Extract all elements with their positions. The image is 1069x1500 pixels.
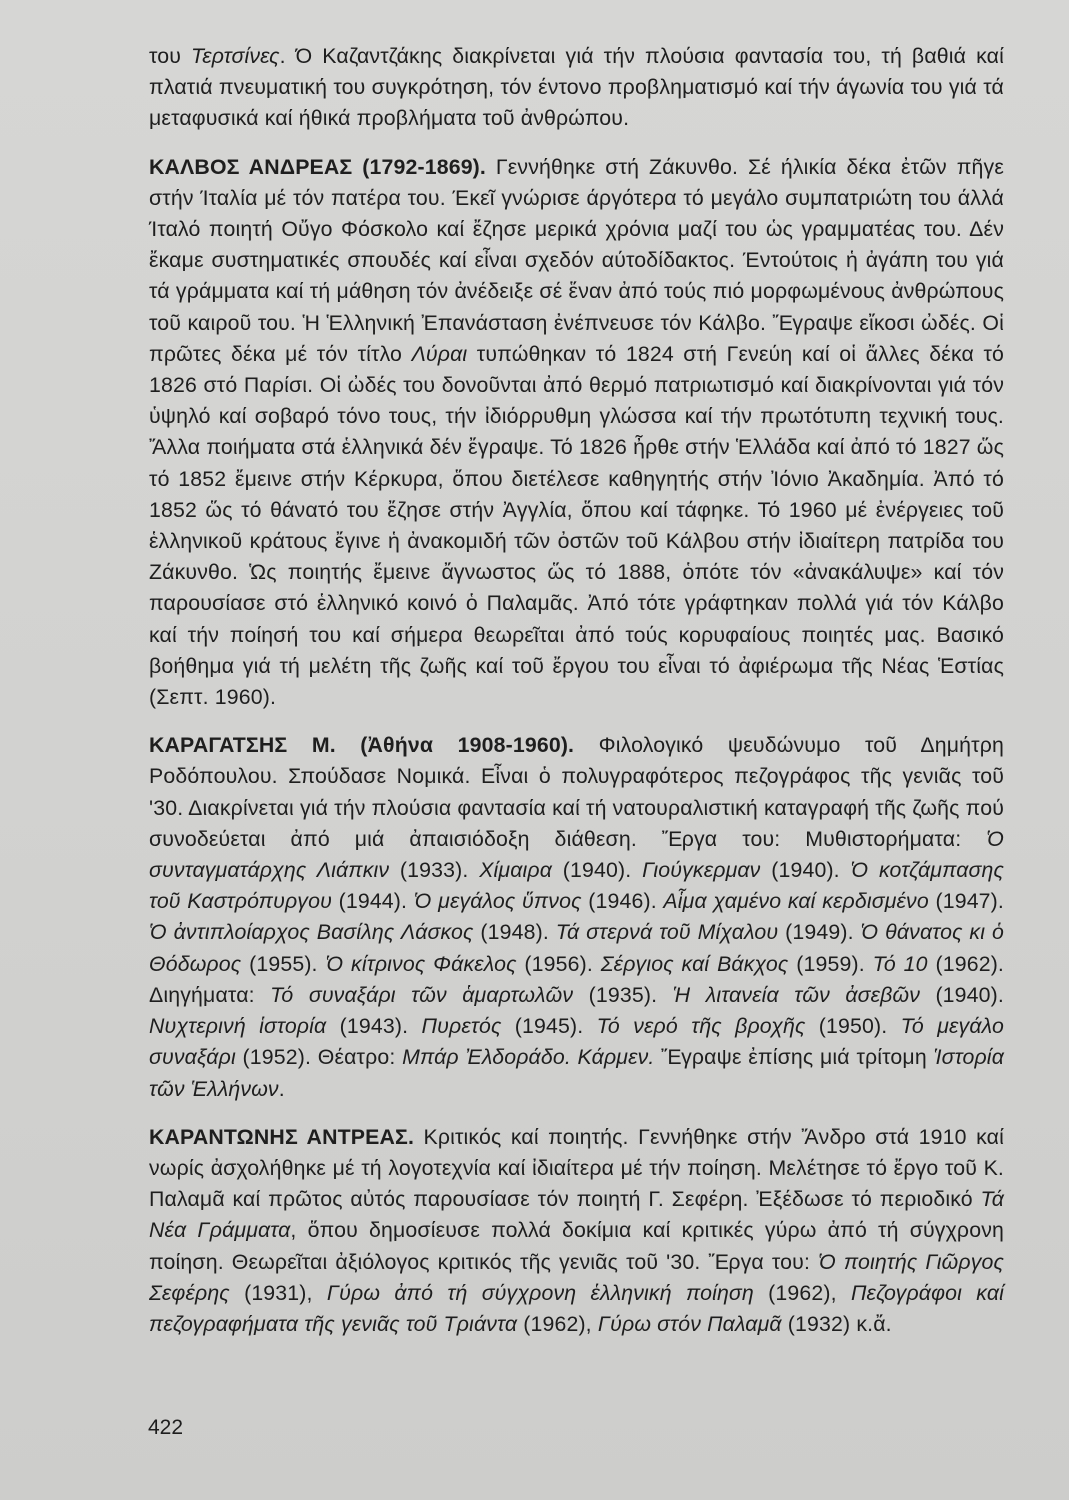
- work-title: Μπάρ Ἐλδοράδο. Κάρμεν.: [402, 1045, 655, 1070]
- text-run: (1947).: [928, 889, 1004, 914]
- work-title: Γιούγκερμαν: [642, 858, 761, 883]
- work-title: Ὁ κίτρινος Φάκελος: [325, 951, 517, 976]
- intro-paragraph: [149, 41, 1004, 135]
- text-run: (1940).: [552, 858, 643, 883]
- text-run: (1952). Θέατρο:: [235, 1045, 403, 1070]
- work-title: Ὁ μεγάλος ὕπνος: [413, 889, 582, 914]
- work-title: Γύρω ἀπό τή σύγχρονη ἑλληνική ποίηση: [326, 1280, 754, 1305]
- work-title: Ὁ κοτζάμπασης τοῦ Καστρόπυργου: [149, 858, 1004, 914]
- text-run: .: [278, 1076, 285, 1101]
- work-title: Ἡ λιτανεία τῶν ἀσεβῶν: [672, 982, 920, 1007]
- text-run: (1933).: [389, 858, 480, 883]
- work-title: Λύραι: [411, 341, 468, 366]
- text-run: του: [149, 44, 192, 68]
- text-run: Κριτικός καί ποιητής. Γεννήθηκε στήν Ἄνδρο στά 1910 καί νωρίς ἀσχολήθηκε μέ τή λογοτεχνία καί ἰδιαίτερα μέ τήν ποίηση. Μελέτησε τό ἔργο τοῦ Κ. Παλαμᾶ καί πρῶτος αὐτός παρουσίασε τόν ποιητή Γ. Σεφέρη. Ἐξέδωσε τό περιοδικό: [149, 1124, 1004, 1212]
- text-run: (1962),: [517, 1311, 598, 1336]
- work-title: Τό μεγάλο συναξάρι: [149, 1014, 1004, 1070]
- page-body: [149, 41, 1004, 1340]
- work-title: Ἱστορία τῶν Ἑλλήνων: [149, 1045, 1004, 1101]
- work-title: Τό νερό τῆς βροχῆς: [596, 1014, 806, 1039]
- text-run: (1948).: [473, 920, 556, 945]
- entry-heading: ΚΑΛΒΟΣ ΑΝΔΡΕΑΣ (1792-1869).: [149, 154, 486, 179]
- work-title: Τό συναξάρι τῶν ἁμαρτωλῶν: [270, 982, 574, 1007]
- work-title: Αἷμα χαμένο καί κερδισμένο: [663, 889, 929, 914]
- work-title: Ὁ ποιητής Γιῶργος Σεφέρης: [149, 1249, 1004, 1305]
- work-title: Τό 10: [872, 951, 928, 976]
- text-run: (1931),: [229, 1280, 327, 1305]
- text-run: (1962). Διηγήματα:: [149, 951, 1005, 1007]
- work-title: Χίμαιρα: [479, 858, 553, 883]
- entry-kalvos: [149, 152, 1004, 714]
- work-title: Τά Νέα Γράμματα: [149, 1187, 1004, 1243]
- text-run: . Ό Καζαντζάκης διακρίνεται γιά τήν πλούσια φαντασία του, τή βαθιά καί πλατιά πνευματική του συγκρότηση, τόν έντονο προβληματισμό καί τήν άγωνία του γιά τά μεταφυσικά καί ήθικά προβλήματα τοῦ ἀνθρώπου.: [149, 44, 1004, 131]
- text-run: (1935).: [573, 982, 673, 1007]
- text-run: (1949).: [778, 920, 861, 945]
- entry-heading: ΚΑΡΑΓΑΤΣΗΣ Μ. (Ἀθήνα 1908-1960).: [149, 733, 575, 758]
- text-run: τυπώθηκαν τό 1824 στή Γενεύη καί οἱ ἄλλες δέκα τό 1826 στό Παρίσι. Οἱ ὠδές του δονοῦνται ἀπό θερμό πατριωτισμό καί διακρίνονται γιά τόν ὑψηλό καί σοβαρό τόνο τους, τήν ἰδιόρρυθμη γλώσσα καί τήν πρωτότυπη τεχνική τους. Ἄλλα ποιήματα στά ἑλληνικά δέν ἔγραψε. Τό 1826 ἦρθε στήν Ἑλλάδα καί ἀπό τό 1827 ὥς τό 1852 ἔμεινε στήν Κέρκυρα, ὅπου διετέλεσε καθηγητής στήν Ἰόνιο Ἀκαδημία. Ἀπό τό 1852 ὥς τό θάνατό του ἔζησε στήν Ἀγγλία, ὅπου καί τάφηκε. Τό 1960 μέ ἐνέργειες τοῦ ἑλληνικοῦ κράτους ἔγινε ἡ ἀνακομιδή τῶν ὀστῶν τοῦ Κάλβου στήν ἰδιαίτερη πατρίδα του Ζάκυνθο. Ὡς ποιητής ἔμεινε ἄγνωστος ὥς τό 1888, ὁπότε τόν «ἀνακάλυψε» καί τόν παρουσίασε στό ἑλληνικό κοινό ὁ Παλαμᾶς. Ἀπό τότε γράφτηκαν πολλά γιά τόν Κάλβο καί τήν ποίησή του καί σήμερα θεωρεῖται ἀπό τούς κορυφαίους ποιητές μας. Βασικό βοήθημα γιά τή μελέτη τῆς ζωῆς καί τοῦ ἔργου του εἶναι τό ἀφιέρωμα τῆς Νέας Ἑστίας (Σεπτ. 1960).: [149, 341, 1004, 710]
- work-title: Ὁ συνταγματάρχης Λιάπκιν: [149, 826, 1004, 883]
- text-run: (1940).: [920, 982, 1004, 1007]
- text-run: (1946).: [581, 889, 664, 914]
- work-title: Ὁ θάνατος κι ὁ Θόδωρος: [149, 920, 1004, 976]
- work-title: Τερτσίνες: [191, 44, 280, 68]
- work-title: Σέργιος καί Βάκχος: [600, 951, 789, 976]
- text-run: (1962),: [753, 1280, 851, 1305]
- entry-karagatsis: [149, 730, 1004, 1104]
- text-run: Φιλολογικό ψευδώνυμο τοῦ Δημήτρη Ροδόπουλου. Σπούδασε Νομικά. Εἶναι ὁ πολυγραφότερος πεζογράφος τῆς γενιᾶς τοῦ '30. Διακρίνεται γιά τήν πλούσια φαντασία καί τή νατουραλιστική καταγραφή τῆς ζωῆς πού συνοδεύεται ἀπό μιά ἀπαισιόδοξη διάθεση. Ἔργα του: Μυθιστορήματα:: [149, 733, 1004, 851]
- text-run: (1950).: [805, 1014, 901, 1039]
- page-number: 422: [148, 1416, 184, 1439]
- work-title: Γύρω στόν Παλαμᾶ: [597, 1311, 782, 1336]
- text-run: (1940).: [760, 858, 851, 883]
- text-run: (1943).: [326, 1014, 422, 1039]
- entry-karantonis: [149, 1122, 1004, 1340]
- text-run: Γεννήθηκε στή Ζάκυνθο. Σέ ήλικία δέκα ἐτῶν πῆγε στήν Ίταλία μέ τόν πατέρα του. Έκεῖ γνώρισε άργότερα τό μεγάλο συμπατριώτη του άλλά Ίταλό ποιητή Οὔγο Φόσκολο καί ἔζησε μερικά χρόνια μαζί του ὡς γραμματέας του. Δέν ἔκαμε συστηματικές σπουδές καί εἶναι σχεδόν αύτοδίδακτος. Έντούτοις ἡ ἀγάπη του γιά τά γράμματα καί τή μάθηση τόν ἀνέδειξε σέ ἕναν ἀπό τούς πιό μορφωμένους ἀνθρώπους τοῦ καιροῦ του. Ἡ Ἑλληνική Ἐπανάσταση ἐνέπνευσε τόν Κάλβο. Ἔγραψε εἴκοσι ὠδές. Οἱ πρῶτες δέκα μέ τόν τίτλο: [149, 154, 1004, 366]
- text-run: (1955).: [241, 951, 326, 976]
- text-run: Ἔγραψε ἐπίσης μιά τρίτομη: [654, 1045, 934, 1070]
- text-run: (1956).: [516, 951, 601, 976]
- text-run: , ὅπου δημοσίευσε πολλά δοκίμια καί κριτικές γύρω ἀπό τή σύγχρονη ποίηση. Θεωρεῖται ἀξιόλογος κριτικός τῆς γενιᾶς τοῦ '30. Ἔργα του:: [149, 1218, 1004, 1274]
- text-run: (1945).: [501, 1014, 597, 1039]
- text-run: (1932) κ.ἄ.: [781, 1311, 892, 1336]
- work-title: Πεζογράφοι καί πεζογραφήματα τῆς γενιᾶς τοῦ Τριάντα: [149, 1280, 1005, 1336]
- work-title: Νυχτερινή ἱστορία: [149, 1014, 327, 1039]
- work-title: Τά στερνά τοῦ Μίχαλου: [555, 920, 779, 945]
- work-title: Ὁ ἀντιπλοίαρχος Βασίλης Λάσκος: [149, 920, 474, 945]
- entry-heading: ΚΑΡΑΝΤΩΝΗΣ ΑΝΤΡΕΑΣ.: [149, 1124, 415, 1149]
- text-run: (1944).: [331, 889, 414, 914]
- text-run: (1959).: [788, 951, 873, 976]
- work-title: Πυρετός: [421, 1014, 502, 1039]
